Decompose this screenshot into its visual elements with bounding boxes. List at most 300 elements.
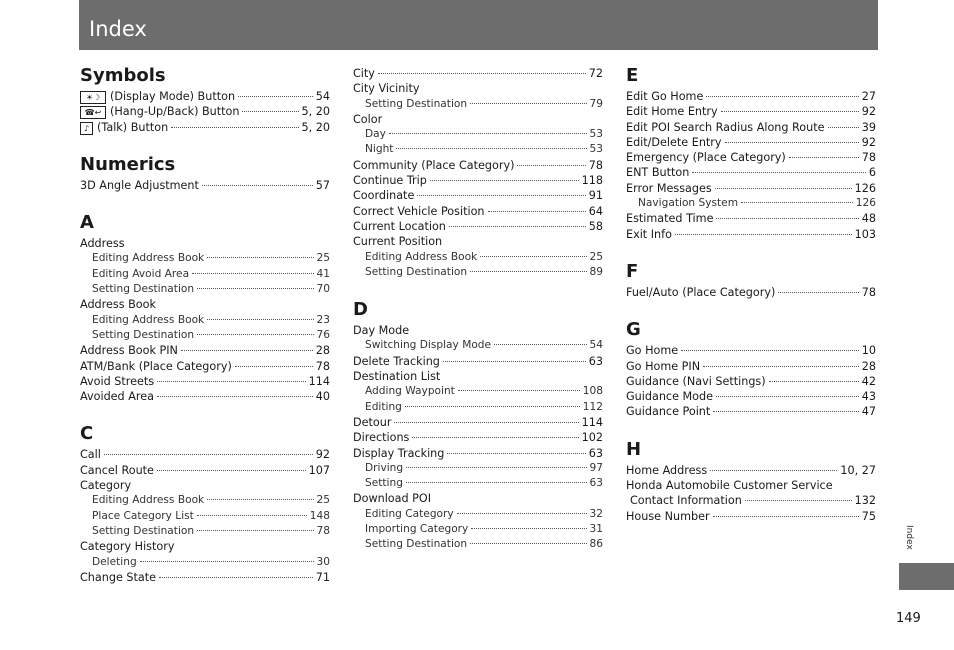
leader-dots: [706, 96, 858, 97]
leader-dots: [494, 344, 586, 345]
leader-dots: [207, 499, 313, 500]
leader-dots: [828, 127, 859, 128]
leader-dots: [140, 561, 314, 562]
entry-page-ref[interactable]: 30: [316, 555, 330, 568]
entry-label: Delete Tracking: [353, 354, 440, 368]
entry-page-ref[interactable]: 25: [316, 252, 330, 265]
leader-dots: [157, 470, 306, 471]
index-entry[interactable]: [353, 204, 603, 219]
entry-label: (Hang-Up/Back) Button: [110, 105, 240, 119]
index-subentry[interactable]: [80, 313, 330, 328]
leader-dots: [192, 273, 313, 274]
index-section: [626, 320, 876, 419]
section-heading: G: [626, 319, 641, 341]
entry-page-ref[interactable]: 5, 20: [301, 120, 330, 134]
index-entry[interactable]: [626, 181, 876, 196]
entry-page-ref[interactable]: 57: [315, 178, 330, 192]
entry-page-ref[interactable]: 78: [861, 151, 876, 165]
entry-label: Download POI: [353, 492, 432, 506]
entry-page-ref[interactable]: 114: [581, 415, 603, 429]
entry-label: Community (Place Category): [353, 158, 515, 172]
entry-page-ref[interactable]: 78: [316, 524, 330, 537]
index-subentry[interactable]: [80, 282, 330, 297]
leader-dots: [202, 185, 313, 186]
leader-dots: [378, 73, 586, 74]
leader-dots: [769, 381, 859, 382]
entry-label: Fuel/Auto (Place Category): [626, 285, 776, 299]
index-section: [80, 155, 330, 193]
index-entry: [353, 81, 603, 96]
entry-label: Call: [80, 448, 101, 462]
entry-page-ref[interactable]: 78: [588, 158, 603, 172]
index-section: [626, 66, 876, 242]
entry-label: Contact Information: [630, 494, 742, 508]
leader-dots: [725, 142, 859, 143]
index-entry: [353, 234, 603, 249]
leader-dots: [104, 454, 313, 455]
entry-label: Setting Destination: [365, 538, 468, 551]
entry-label: Category History: [80, 540, 175, 554]
entry-label: Address Book: [80, 298, 156, 312]
leader-dots: [713, 411, 858, 412]
index-entry[interactable]: [80, 463, 330, 478]
index-subentry[interactable]: [80, 509, 330, 524]
leader-dots: [406, 482, 587, 483]
index-subentry[interactable]: [80, 555, 330, 570]
display-mode-icon: ☀☽: [80, 91, 106, 104]
section-heading: A: [80, 212, 94, 234]
leader-dots: [443, 361, 586, 362]
index-entry[interactable]: [626, 374, 876, 389]
index-section: [626, 262, 876, 300]
entry-page-ref[interactable]: 47: [861, 405, 876, 419]
index-entry: [353, 323, 603, 338]
leader-dots: [406, 467, 586, 468]
index-entry[interactable]: [626, 104, 876, 119]
index-entry: [80, 478, 330, 493]
index-subentry[interactable]: [353, 338, 603, 353]
leader-dots: [716, 396, 859, 397]
entry-label: Address: [80, 237, 125, 251]
entry-page-ref[interactable]: 25: [316, 494, 330, 507]
leader-dots: [430, 180, 579, 181]
entry-label: Go Home PIN: [626, 359, 701, 373]
index-subentry[interactable]: [353, 250, 603, 265]
index-entry[interactable]: [80, 570, 330, 585]
leader-dots: [157, 381, 306, 382]
entry-label: Importing Category: [365, 523, 469, 536]
leader-dots: [488, 211, 586, 212]
index-subentry[interactable]: [353, 384, 603, 399]
index-subentry[interactable]: [353, 537, 603, 552]
index-entry[interactable]: [626, 493, 876, 508]
entry-label: Current Position: [353, 235, 443, 249]
entry-page-ref[interactable]: 27: [861, 90, 876, 103]
index-entry: [80, 297, 330, 312]
leader-dots: [745, 500, 852, 501]
leader-dots: [716, 218, 858, 219]
entry-label: Exit Info: [626, 227, 672, 241]
index-entry[interactable]: [353, 158, 603, 173]
entry-label: Guidance Mode: [626, 390, 713, 404]
entry-label: Error Messages: [626, 181, 712, 195]
entry-label: Place Category List: [92, 509, 194, 522]
entry-label: Editing Address Book: [92, 494, 205, 507]
index-entry[interactable]: [626, 463, 876, 478]
entry-label: ENT Button: [626, 166, 690, 180]
index-entry[interactable]: [626, 211, 876, 226]
entry-label: Editing Address Book: [92, 313, 205, 326]
index-entry[interactable]: [626, 120, 876, 135]
entry-label: Edit Home Entry: [626, 105, 718, 119]
index-entry[interactable]: [353, 430, 603, 445]
leader-dots: [789, 157, 859, 158]
section-heading: Numerics: [80, 153, 176, 175]
entry-label: Edit Go Home: [626, 90, 704, 103]
index-entry[interactable]: [626, 135, 876, 150]
index-subentry[interactable]: [353, 461, 603, 476]
index-section: [353, 300, 603, 552]
index-entry[interactable]: [626, 404, 876, 419]
entry-page-ref[interactable]: 75: [861, 509, 876, 523]
index-entry[interactable]: [80, 447, 330, 462]
entry-page-ref[interactable]: 39: [861, 120, 876, 134]
entry-page-ref[interactable]: 63: [588, 446, 603, 460]
entry-label: Destination List: [353, 370, 441, 384]
entry-label: Cancel Route: [80, 463, 154, 477]
entry-page-ref[interactable]: 108: [582, 385, 603, 398]
leader-dots: [171, 127, 298, 128]
leader-dots: [741, 202, 853, 203]
entry-page-ref[interactable]: 71: [315, 570, 330, 584]
leader-dots: [449, 226, 586, 227]
entry-label: City: [353, 67, 375, 80]
index-entry[interactable]: [80, 178, 330, 193]
entry-label: (Display Mode) Button: [110, 90, 236, 103]
entry-label: Setting: [365, 477, 403, 490]
index-entry: [353, 112, 603, 127]
leader-dots: [181, 350, 313, 351]
entry-page-ref[interactable]: 28: [861, 359, 876, 373]
entry-label: Home Address: [626, 463, 708, 477]
index-entry[interactable]: [80, 374, 330, 389]
entry-label: House Number: [626, 509, 710, 523]
index-entry: [353, 491, 603, 506]
entry-page-ref[interactable]: 78: [315, 359, 330, 373]
entry-label: Color: [353, 112, 383, 126]
entry-label: Editing: [365, 400, 402, 413]
entry-page-ref[interactable]: 76: [316, 328, 330, 341]
entry-page-ref[interactable]: 126: [854, 181, 876, 195]
leader-dots: [235, 366, 313, 367]
leader-dots: [703, 366, 859, 367]
index-section: [353, 66, 603, 280]
entry-label: Editing Address Book: [92, 252, 205, 265]
index-subentry[interactable]: [80, 267, 330, 282]
index-entry: [626, 478, 876, 493]
leader-dots: [197, 515, 307, 516]
leader-dots: [207, 257, 313, 258]
index-column-3: [626, 66, 876, 524]
entry-page-ref[interactable]: 40: [315, 390, 330, 404]
entry-label: Navigation System: [638, 197, 739, 210]
entry-page-ref[interactable]: 48: [861, 212, 876, 226]
section-heading: Symbols: [80, 65, 166, 86]
leader-dots: [207, 319, 313, 320]
entry-page-ref[interactable]: 31: [589, 523, 603, 536]
index-entry[interactable]: [80, 104, 330, 119]
entry-page-ref[interactable]: 91: [588, 189, 603, 203]
entry-page-ref[interactable]: 132: [854, 494, 876, 508]
leader-dots: [721, 111, 859, 112]
index-subentry[interactable]: [353, 400, 603, 415]
index-entry: [80, 236, 330, 251]
leader-dots: [480, 256, 586, 257]
entry-page-ref[interactable]: 107: [308, 463, 330, 477]
leader-dots: [197, 530, 313, 531]
entry-page-ref[interactable]: 92: [861, 105, 876, 119]
entry-label: Correct Vehicle Position: [353, 204, 485, 218]
leader-dots: [778, 292, 858, 293]
entry-label: Switching Display Mode: [365, 339, 492, 352]
entry-label: Edit POI Search Radius Along Route: [626, 120, 825, 134]
entry-page-ref[interactable]: 58: [588, 219, 603, 233]
index-subentry[interactable]: [353, 142, 603, 157]
index-entry[interactable]: [626, 359, 876, 374]
entry-page-ref[interactable]: 63: [588, 354, 603, 368]
leader-dots: [713, 516, 859, 517]
entry-label: Directions: [353, 431, 410, 445]
index-section: [626, 440, 876, 524]
entry-page-ref[interactable]: 28: [315, 344, 330, 358]
entry-label: Detour: [353, 415, 392, 429]
leader-dots: [157, 396, 313, 397]
index-entry[interactable]: [80, 89, 330, 104]
entry-label: Setting Destination: [365, 265, 468, 278]
entry-page-ref[interactable]: 78: [861, 285, 876, 299]
index-entry[interactable]: [626, 509, 876, 524]
entry-page-ref[interactable]: 112: [582, 400, 603, 413]
hang-up-back-icon: ☎↩: [80, 106, 106, 119]
index-entry[interactable]: [626, 389, 876, 404]
leader-dots: [389, 133, 587, 134]
leader-dots: [457, 513, 587, 514]
index-entry[interactable]: [626, 89, 876, 104]
index-subentry[interactable]: [80, 328, 330, 343]
index-column-1: [80, 66, 330, 585]
leader-dots: [197, 334, 313, 335]
leader-dots: [675, 234, 852, 235]
entry-label: Editing Avoid Area: [92, 267, 190, 280]
section-heading: D: [353, 299, 368, 321]
entry-label: Go Home: [626, 344, 679, 358]
entry-label: Night: [365, 143, 394, 156]
index-subentry[interactable]: [353, 265, 603, 280]
entry-label: Editing Category: [365, 507, 454, 520]
entry-label: Day Mode: [353, 324, 410, 338]
entry-label: Honda Automobile Customer Service: [626, 479, 833, 493]
entry-page-ref[interactable]: 43: [861, 390, 876, 404]
index-entry[interactable]: [353, 219, 603, 234]
entry-page-ref[interactable]: 103: [854, 227, 876, 241]
entry-page-ref[interactable]: 32: [589, 507, 603, 520]
entry-page-ref[interactable]: 10, 27: [840, 463, 876, 477]
entry-page-ref[interactable]: 89: [589, 265, 603, 278]
index-subentry[interactable]: [80, 524, 330, 539]
entry-page-ref[interactable]: 53: [589, 143, 603, 156]
entry-label: Guidance (Navi Settings): [626, 374, 766, 388]
index-subentry[interactable]: [353, 522, 603, 537]
entry-label: Avoid Streets: [80, 374, 155, 388]
entry-label: Day: [365, 128, 386, 141]
entry-label: (Talk) Button: [97, 120, 169, 134]
leader-dots: [396, 148, 586, 149]
entry-label: Setting Destination: [365, 97, 468, 110]
index-section: [80, 424, 330, 585]
entry-page-ref[interactable]: 41: [316, 267, 330, 280]
entry-label: Deleting: [92, 555, 137, 568]
leader-dots: [394, 422, 578, 423]
entry-label: Setting Destination: [92, 524, 195, 537]
entry-page-ref[interactable]: 54: [315, 90, 330, 103]
section-heading: E: [626, 65, 639, 86]
leader-dots: [242, 111, 298, 112]
index-entry[interactable]: [626, 343, 876, 358]
entry-page-ref[interactable]: 148: [309, 509, 330, 522]
entry-label: Adding Waypoint: [365, 385, 455, 398]
entry-page-ref[interactable]: 63: [589, 477, 603, 490]
index-subentry[interactable]: [353, 476, 603, 491]
entry-label: Driving: [365, 461, 404, 474]
leader-dots: [710, 470, 837, 471]
index-subentry[interactable]: [353, 507, 603, 522]
entry-page-ref[interactable]: 42: [861, 374, 876, 388]
entry-page-ref[interactable]: 72: [588, 67, 603, 80]
leader-dots: [681, 350, 859, 351]
index-entry[interactable]: [353, 354, 603, 369]
entry-page-ref[interactable]: 102: [581, 431, 603, 445]
leader-dots: [159, 577, 313, 578]
entry-page-ref[interactable]: 97: [589, 461, 603, 474]
index-entry[interactable]: [80, 389, 330, 404]
leader-dots: [197, 288, 313, 289]
side-tab-label: Index: [904, 525, 914, 550]
entry-page-ref[interactable]: 53: [589, 128, 603, 141]
side-tab[interactable]: [899, 563, 954, 590]
page-title: Index: [89, 17, 147, 41]
entry-label: Avoided Area: [80, 390, 154, 404]
entry-label: ATM/Bank (Place Category): [80, 359, 232, 373]
entry-page-ref[interactable]: 126: [855, 197, 876, 210]
index-entry[interactable]: [626, 150, 876, 165]
index-entry[interactable]: [80, 359, 330, 374]
index-entry[interactable]: [353, 66, 603, 81]
entry-page-ref[interactable]: 5, 20: [301, 105, 330, 119]
index-entry[interactable]: [353, 446, 603, 461]
leader-dots: [405, 406, 580, 407]
index-entry[interactable]: [353, 415, 603, 430]
index-subentry[interactable]: [353, 97, 603, 112]
entry-page-ref[interactable]: 79: [589, 97, 603, 110]
entry-label: Emergency (Place Category): [626, 151, 786, 165]
talk-icon: ♪: [80, 122, 93, 135]
entry-page-ref[interactable]: 10: [861, 344, 876, 358]
entry-label: Address Book PIN: [80, 344, 178, 358]
index-entry[interactable]: [80, 120, 330, 135]
index-subentry[interactable]: [80, 493, 330, 508]
entry-label: Setting Destination: [92, 283, 195, 296]
index-section: [80, 213, 330, 404]
section-heading: F: [626, 260, 639, 282]
leader-dots: [470, 271, 586, 272]
index-section: [80, 66, 330, 135]
entry-page-ref[interactable]: 64: [588, 204, 603, 218]
entry-page-ref[interactable]: 6: [868, 166, 876, 180]
entry-page-ref[interactable]: 23: [316, 313, 330, 326]
leader-dots: [692, 172, 866, 173]
index-subentry[interactable]: [353, 127, 603, 142]
index-entry: [80, 539, 330, 554]
entry-page-ref[interactable]: 114: [308, 374, 330, 388]
index-entry[interactable]: [353, 173, 603, 188]
leader-dots: [412, 437, 578, 438]
entry-label: Setting Destination: [92, 328, 195, 341]
leader-dots: [417, 195, 585, 196]
page-header: [79, 0, 878, 50]
entry-label: 3D Angle Adjustment: [80, 178, 199, 192]
page-number: 149: [896, 611, 921, 626]
entry-page-ref[interactable]: 86: [589, 538, 603, 551]
entry-label: Estimated Time: [626, 212, 714, 226]
entry-label: Category: [80, 479, 132, 493]
entry-label: Change State: [80, 570, 157, 584]
entry-page-ref[interactable]: 118: [581, 174, 603, 188]
section-heading: H: [626, 438, 642, 460]
entry-label: Guidance Point: [626, 405, 711, 419]
leader-dots: [458, 390, 580, 391]
entry-label: City Vicinity: [353, 82, 420, 96]
leader-dots: [470, 103, 586, 104]
leader-dots: [471, 528, 586, 529]
entry-label: Display Tracking: [353, 446, 445, 460]
leader-dots: [238, 96, 313, 97]
section-heading: C: [80, 423, 94, 445]
index-entry[interactable]: [80, 343, 330, 358]
entry-page-ref[interactable]: 92: [861, 135, 876, 149]
index-subentry[interactable]: [626, 196, 876, 211]
entry-page-ref[interactable]: 25: [589, 250, 603, 263]
entry-label: Current Location: [353, 219, 446, 233]
index-entry[interactable]: [626, 285, 876, 300]
entry-label: Coordinate: [353, 189, 415, 203]
leader-dots: [470, 543, 586, 544]
leader-dots: [447, 453, 585, 454]
index-subentry[interactable]: [80, 251, 330, 266]
entry-label: Edit/Delete Entry: [626, 135, 722, 149]
index-entry[interactable]: [353, 188, 603, 203]
leader-dots: [517, 165, 585, 166]
entry-page-ref[interactable]: 54: [589, 339, 603, 352]
index-column-2: [353, 66, 603, 553]
leader-dots: [715, 188, 852, 189]
entry-label: Continue Trip: [353, 174, 427, 188]
index-entry: [353, 369, 603, 384]
index-entry[interactable]: [626, 227, 876, 242]
entry-label: Editing Address Book: [365, 250, 478, 263]
entry-page-ref[interactable]: 70: [316, 283, 330, 296]
entry-page-ref[interactable]: 92: [315, 448, 330, 462]
index-entry[interactable]: [626, 165, 876, 180]
